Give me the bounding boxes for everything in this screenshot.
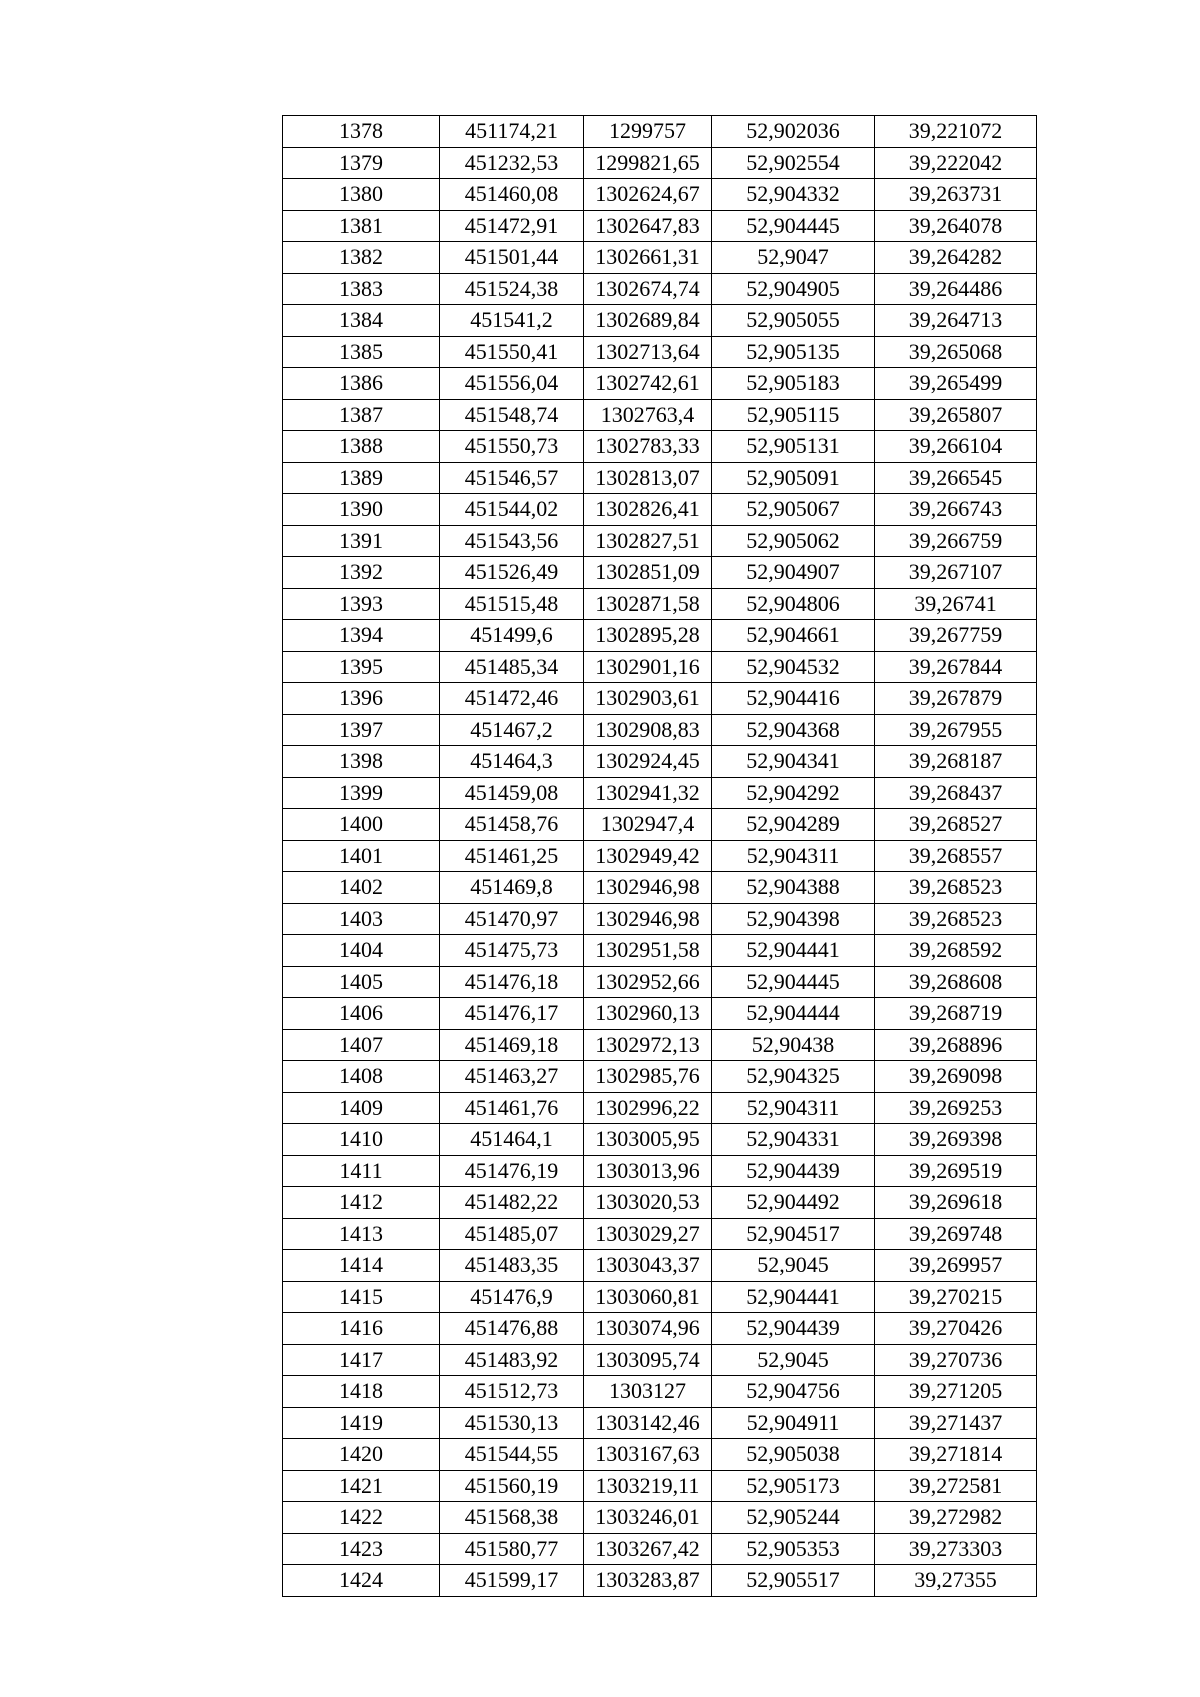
latitude-cell: 52,905062	[712, 525, 875, 557]
y-coordinate-cell: 1302908,83	[584, 714, 712, 746]
coordinates-table	[282, 115, 1037, 1597]
x-coordinate-cell: 451472,91	[440, 210, 584, 242]
table-row	[283, 1344, 1037, 1376]
table-row	[283, 872, 1037, 904]
longitude-cell: 39,264078	[875, 210, 1037, 242]
longitude-cell: 39,267844	[875, 651, 1037, 683]
latitude-cell: 52,904311	[712, 840, 875, 872]
point-number-cell: 1401	[283, 840, 440, 872]
point-number-cell: 1406	[283, 998, 440, 1030]
y-coordinate-cell: 1302941,32	[584, 777, 712, 809]
x-coordinate-cell: 451174,21	[440, 116, 584, 148]
table-row	[283, 210, 1037, 242]
point-number-cell: 1385	[283, 336, 440, 368]
table-row	[283, 273, 1037, 305]
table-row	[283, 431, 1037, 463]
longitude-cell: 39,273303	[875, 1533, 1037, 1565]
x-coordinate-cell: 451544,02	[440, 494, 584, 526]
x-coordinate-cell: 451526,49	[440, 557, 584, 589]
point-number-cell: 1412	[283, 1187, 440, 1219]
x-coordinate-cell: 451476,19	[440, 1155, 584, 1187]
longitude-cell: 39,27355	[875, 1565, 1037, 1597]
longitude-cell: 39,269519	[875, 1155, 1037, 1187]
table-row	[283, 935, 1037, 967]
x-coordinate-cell: 451580,77	[440, 1533, 584, 1565]
table-row	[283, 1187, 1037, 1219]
longitude-cell: 39,266743	[875, 494, 1037, 526]
latitude-cell: 52,904289	[712, 809, 875, 841]
point-number-cell: 1411	[283, 1155, 440, 1187]
longitude-cell: 39,270215	[875, 1281, 1037, 1313]
y-coordinate-cell: 1302742,61	[584, 368, 712, 400]
y-coordinate-cell: 1303167,63	[584, 1439, 712, 1471]
y-coordinate-cell: 1303246,01	[584, 1502, 712, 1534]
longitude-cell: 39,266759	[875, 525, 1037, 557]
x-coordinate-cell: 451550,41	[440, 336, 584, 368]
y-coordinate-cell: 1303020,53	[584, 1187, 712, 1219]
table-row	[283, 1155, 1037, 1187]
y-coordinate-cell: 1303219,11	[584, 1470, 712, 1502]
y-coordinate-cell: 1302952,66	[584, 966, 712, 998]
y-coordinate-cell: 1302972,13	[584, 1029, 712, 1061]
latitude-cell: 52,904341	[712, 746, 875, 778]
longitude-cell: 39,269253	[875, 1092, 1037, 1124]
x-coordinate-cell: 451512,73	[440, 1376, 584, 1408]
longitude-cell: 39,221072	[875, 116, 1037, 148]
longitude-cell: 39,268896	[875, 1029, 1037, 1061]
table-row	[283, 462, 1037, 494]
longitude-cell: 39,268527	[875, 809, 1037, 841]
longitude-cell: 39,264486	[875, 273, 1037, 305]
point-number-cell: 1384	[283, 305, 440, 337]
longitude-cell: 39,222042	[875, 147, 1037, 179]
point-number-cell: 1407	[283, 1029, 440, 1061]
y-coordinate-cell: 1302901,16	[584, 651, 712, 683]
y-coordinate-cell: 1302985,76	[584, 1061, 712, 1093]
table-row	[283, 1124, 1037, 1156]
x-coordinate-cell: 451515,48	[440, 588, 584, 620]
y-coordinate-cell: 1303060,81	[584, 1281, 712, 1313]
x-coordinate-cell: 451458,76	[440, 809, 584, 841]
x-coordinate-cell: 451464,3	[440, 746, 584, 778]
latitude-cell: 52,905038	[712, 1439, 875, 1471]
point-number-cell: 1420	[283, 1439, 440, 1471]
latitude-cell: 52,90438	[712, 1029, 875, 1061]
latitude-cell: 52,904368	[712, 714, 875, 746]
longitude-cell: 39,268437	[875, 777, 1037, 809]
longitude-cell: 39,267759	[875, 620, 1037, 652]
point-number-cell: 1390	[283, 494, 440, 526]
y-coordinate-cell: 1299821,65	[584, 147, 712, 179]
latitude-cell: 52,905131	[712, 431, 875, 463]
latitude-cell: 52,904439	[712, 1155, 875, 1187]
longitude-cell: 39,269957	[875, 1250, 1037, 1282]
longitude-cell: 39,268187	[875, 746, 1037, 778]
table-row	[283, 714, 1037, 746]
longitude-cell: 39,268719	[875, 998, 1037, 1030]
x-coordinate-cell: 451543,56	[440, 525, 584, 557]
longitude-cell: 39,263731	[875, 179, 1037, 211]
longitude-cell: 39,265068	[875, 336, 1037, 368]
table-row	[283, 179, 1037, 211]
table-row	[283, 1281, 1037, 1313]
longitude-cell: 39,270426	[875, 1313, 1037, 1345]
y-coordinate-cell: 1303283,87	[584, 1565, 712, 1597]
coordinates-table-body	[283, 116, 1037, 1597]
x-coordinate-cell: 451463,27	[440, 1061, 584, 1093]
table-row	[283, 1565, 1037, 1597]
latitude-cell: 52,904905	[712, 273, 875, 305]
table-row	[283, 620, 1037, 652]
y-coordinate-cell: 1303267,42	[584, 1533, 712, 1565]
point-number-cell: 1400	[283, 809, 440, 841]
x-coordinate-cell: 451530,13	[440, 1407, 584, 1439]
point-number-cell: 1394	[283, 620, 440, 652]
table-row	[283, 116, 1037, 148]
latitude-cell: 52,904441	[712, 1281, 875, 1313]
y-coordinate-cell: 1302713,64	[584, 336, 712, 368]
x-coordinate-cell: 451476,9	[440, 1281, 584, 1313]
y-coordinate-cell: 1302947,4	[584, 809, 712, 841]
longitude-cell: 39,267955	[875, 714, 1037, 746]
y-coordinate-cell: 1303005,95	[584, 1124, 712, 1156]
table-row	[283, 1218, 1037, 1250]
longitude-cell: 39,266545	[875, 462, 1037, 494]
point-number-cell: 1379	[283, 147, 440, 179]
y-coordinate-cell: 1303127	[584, 1376, 712, 1408]
latitude-cell: 52,904439	[712, 1313, 875, 1345]
point-number-cell: 1418	[283, 1376, 440, 1408]
table-row	[283, 1092, 1037, 1124]
x-coordinate-cell: 451485,34	[440, 651, 584, 683]
longitude-cell: 39,271814	[875, 1439, 1037, 1471]
y-coordinate-cell: 1302960,13	[584, 998, 712, 1030]
point-number-cell: 1422	[283, 1502, 440, 1534]
table-row	[283, 903, 1037, 935]
y-coordinate-cell: 1302674,74	[584, 273, 712, 305]
longitude-cell: 39,267879	[875, 683, 1037, 715]
latitude-cell: 52,904331	[712, 1124, 875, 1156]
latitude-cell: 52,904911	[712, 1407, 875, 1439]
x-coordinate-cell: 451548,74	[440, 399, 584, 431]
x-coordinate-cell: 451476,17	[440, 998, 584, 1030]
table-row	[283, 399, 1037, 431]
point-number-cell: 1414	[283, 1250, 440, 1282]
point-number-cell: 1395	[283, 651, 440, 683]
table-row	[283, 966, 1037, 998]
longitude-cell: 39,265499	[875, 368, 1037, 400]
x-coordinate-cell: 451464,1	[440, 1124, 584, 1156]
table-row	[283, 557, 1037, 589]
latitude-cell: 52,904416	[712, 683, 875, 715]
latitude-cell: 52,905055	[712, 305, 875, 337]
table-row	[283, 683, 1037, 715]
x-coordinate-cell: 451472,46	[440, 683, 584, 715]
point-number-cell: 1417	[283, 1344, 440, 1376]
latitude-cell: 52,904292	[712, 777, 875, 809]
x-coordinate-cell: 451470,97	[440, 903, 584, 935]
longitude-cell: 39,269398	[875, 1124, 1037, 1156]
table-row	[283, 998, 1037, 1030]
y-coordinate-cell: 1302951,58	[584, 935, 712, 967]
point-number-cell: 1404	[283, 935, 440, 967]
longitude-cell: 39,268557	[875, 840, 1037, 872]
latitude-cell: 52,9047	[712, 242, 875, 274]
y-coordinate-cell: 1302924,45	[584, 746, 712, 778]
longitude-cell: 39,268523	[875, 903, 1037, 935]
longitude-cell: 39,268592	[875, 935, 1037, 967]
table-row	[283, 305, 1037, 337]
y-coordinate-cell: 1302851,09	[584, 557, 712, 589]
latitude-cell: 52,904445	[712, 210, 875, 242]
table-row	[283, 1250, 1037, 1282]
x-coordinate-cell: 451483,35	[440, 1250, 584, 1282]
y-coordinate-cell: 1303074,96	[584, 1313, 712, 1345]
y-coordinate-cell: 1303029,27	[584, 1218, 712, 1250]
y-coordinate-cell: 1302946,98	[584, 872, 712, 904]
x-coordinate-cell: 451460,08	[440, 179, 584, 211]
table-row	[283, 840, 1037, 872]
x-coordinate-cell: 451556,04	[440, 368, 584, 400]
latitude-cell: 52,905115	[712, 399, 875, 431]
x-coordinate-cell: 451599,17	[440, 1565, 584, 1597]
point-number-cell: 1419	[283, 1407, 440, 1439]
longitude-cell: 39,26741	[875, 588, 1037, 620]
table-row	[283, 368, 1037, 400]
y-coordinate-cell: 1303043,37	[584, 1250, 712, 1282]
latitude-cell: 52,904398	[712, 903, 875, 935]
latitude-cell: 52,902554	[712, 147, 875, 179]
y-coordinate-cell: 1303095,74	[584, 1344, 712, 1376]
longitude-cell: 39,265807	[875, 399, 1037, 431]
table-row	[283, 1029, 1037, 1061]
y-coordinate-cell: 1302647,83	[584, 210, 712, 242]
latitude-cell: 52,904444	[712, 998, 875, 1030]
y-coordinate-cell: 1302871,58	[584, 588, 712, 620]
table-row	[283, 809, 1037, 841]
x-coordinate-cell: 451461,25	[440, 840, 584, 872]
latitude-cell: 52,904806	[712, 588, 875, 620]
table-row	[283, 777, 1037, 809]
latitude-cell: 52,902036	[712, 116, 875, 148]
x-coordinate-cell: 451475,73	[440, 935, 584, 967]
longitude-cell: 39,272982	[875, 1502, 1037, 1534]
point-number-cell: 1410	[283, 1124, 440, 1156]
y-coordinate-cell: 1302996,22	[584, 1092, 712, 1124]
y-coordinate-cell: 1302827,51	[584, 525, 712, 557]
x-coordinate-cell: 451467,2	[440, 714, 584, 746]
table-row	[283, 1061, 1037, 1093]
point-number-cell: 1421	[283, 1470, 440, 1502]
x-coordinate-cell: 451550,73	[440, 431, 584, 463]
x-coordinate-cell: 451461,76	[440, 1092, 584, 1124]
x-coordinate-cell: 451482,22	[440, 1187, 584, 1219]
point-number-cell: 1383	[283, 273, 440, 305]
x-coordinate-cell: 451483,92	[440, 1344, 584, 1376]
y-coordinate-cell: 1302946,98	[584, 903, 712, 935]
point-number-cell: 1393	[283, 588, 440, 620]
latitude-cell: 52,905067	[712, 494, 875, 526]
x-coordinate-cell: 451459,08	[440, 777, 584, 809]
x-coordinate-cell: 451541,2	[440, 305, 584, 337]
table-row	[283, 525, 1037, 557]
latitude-cell: 52,904661	[712, 620, 875, 652]
table-row	[283, 1439, 1037, 1471]
latitude-cell: 52,904532	[712, 651, 875, 683]
table-row	[283, 1470, 1037, 1502]
table-row	[283, 746, 1037, 778]
latitude-cell: 52,905091	[712, 462, 875, 494]
point-number-cell: 1378	[283, 116, 440, 148]
longitude-cell: 39,268608	[875, 966, 1037, 998]
point-number-cell: 1402	[283, 872, 440, 904]
latitude-cell: 52,9045	[712, 1250, 875, 1282]
latitude-cell: 52,904492	[712, 1187, 875, 1219]
table-row	[283, 1502, 1037, 1534]
longitude-cell: 39,264282	[875, 242, 1037, 274]
longitude-cell: 39,270736	[875, 1344, 1037, 1376]
latitude-cell: 52,904517	[712, 1218, 875, 1250]
table-row	[283, 1376, 1037, 1408]
point-number-cell: 1409	[283, 1092, 440, 1124]
table-row	[283, 651, 1037, 683]
x-coordinate-cell: 451469,8	[440, 872, 584, 904]
longitude-cell: 39,271437	[875, 1407, 1037, 1439]
y-coordinate-cell: 1303013,96	[584, 1155, 712, 1187]
table-row	[283, 1533, 1037, 1565]
longitude-cell: 39,269618	[875, 1187, 1037, 1219]
x-coordinate-cell: 451544,55	[440, 1439, 584, 1471]
table-row	[283, 494, 1037, 526]
latitude-cell: 52,904441	[712, 935, 875, 967]
latitude-cell: 52,904325	[712, 1061, 875, 1093]
point-number-cell: 1387	[283, 399, 440, 431]
y-coordinate-cell: 1302903,61	[584, 683, 712, 715]
y-coordinate-cell: 1302624,67	[584, 179, 712, 211]
x-coordinate-cell: 451499,6	[440, 620, 584, 652]
y-coordinate-cell: 1302949,42	[584, 840, 712, 872]
point-number-cell: 1423	[283, 1533, 440, 1565]
x-coordinate-cell: 451476,88	[440, 1313, 584, 1345]
y-coordinate-cell: 1302826,41	[584, 494, 712, 526]
point-number-cell: 1386	[283, 368, 440, 400]
point-number-cell: 1398	[283, 746, 440, 778]
point-number-cell: 1391	[283, 525, 440, 557]
x-coordinate-cell: 451476,18	[440, 966, 584, 998]
table-row	[283, 147, 1037, 179]
latitude-cell: 52,904445	[712, 966, 875, 998]
latitude-cell: 52,9045	[712, 1344, 875, 1376]
point-number-cell: 1416	[283, 1313, 440, 1345]
x-coordinate-cell: 451568,38	[440, 1502, 584, 1534]
y-coordinate-cell: 1302783,33	[584, 431, 712, 463]
point-number-cell: 1403	[283, 903, 440, 935]
x-coordinate-cell: 451501,44	[440, 242, 584, 274]
longitude-cell: 39,269098	[875, 1061, 1037, 1093]
x-coordinate-cell: 451546,57	[440, 462, 584, 494]
point-number-cell: 1388	[283, 431, 440, 463]
point-number-cell: 1405	[283, 966, 440, 998]
longitude-cell: 39,267107	[875, 557, 1037, 589]
latitude-cell: 52,904756	[712, 1376, 875, 1408]
longitude-cell: 39,264713	[875, 305, 1037, 337]
point-number-cell: 1424	[283, 1565, 440, 1597]
point-number-cell: 1396	[283, 683, 440, 715]
point-number-cell: 1382	[283, 242, 440, 274]
x-coordinate-cell: 451560,19	[440, 1470, 584, 1502]
latitude-cell: 52,904332	[712, 179, 875, 211]
latitude-cell: 52,904311	[712, 1092, 875, 1124]
x-coordinate-cell: 451469,18	[440, 1029, 584, 1061]
y-coordinate-cell: 1302689,84	[584, 305, 712, 337]
longitude-cell: 39,272581	[875, 1470, 1037, 1502]
y-coordinate-cell: 1303142,46	[584, 1407, 712, 1439]
table-row	[283, 588, 1037, 620]
point-number-cell: 1415	[283, 1281, 440, 1313]
point-number-cell: 1392	[283, 557, 440, 589]
point-number-cell: 1399	[283, 777, 440, 809]
latitude-cell: 52,905183	[712, 368, 875, 400]
table-row	[283, 1313, 1037, 1345]
latitude-cell: 52,905517	[712, 1565, 875, 1597]
y-coordinate-cell: 1299757	[584, 116, 712, 148]
latitude-cell: 52,905244	[712, 1502, 875, 1534]
longitude-cell: 39,271205	[875, 1376, 1037, 1408]
longitude-cell: 39,269748	[875, 1218, 1037, 1250]
point-number-cell: 1389	[283, 462, 440, 494]
longitude-cell: 39,266104	[875, 431, 1037, 463]
latitude-cell: 52,905135	[712, 336, 875, 368]
point-number-cell: 1381	[283, 210, 440, 242]
latitude-cell: 52,905173	[712, 1470, 875, 1502]
y-coordinate-cell: 1302895,28	[584, 620, 712, 652]
point-number-cell: 1380	[283, 179, 440, 211]
point-number-cell: 1413	[283, 1218, 440, 1250]
table-row	[283, 1407, 1037, 1439]
point-number-cell: 1408	[283, 1061, 440, 1093]
table-row	[283, 242, 1037, 274]
x-coordinate-cell: 451485,07	[440, 1218, 584, 1250]
y-coordinate-cell: 1302661,31	[584, 242, 712, 274]
longitude-cell: 39,268523	[875, 872, 1037, 904]
latitude-cell: 52,904907	[712, 557, 875, 589]
latitude-cell: 52,905353	[712, 1533, 875, 1565]
point-number-cell: 1397	[283, 714, 440, 746]
table-row	[283, 336, 1037, 368]
latitude-cell: 52,904388	[712, 872, 875, 904]
x-coordinate-cell: 451524,38	[440, 273, 584, 305]
y-coordinate-cell: 1302813,07	[584, 462, 712, 494]
x-coordinate-cell: 451232,53	[440, 147, 584, 179]
y-coordinate-cell: 1302763,4	[584, 399, 712, 431]
